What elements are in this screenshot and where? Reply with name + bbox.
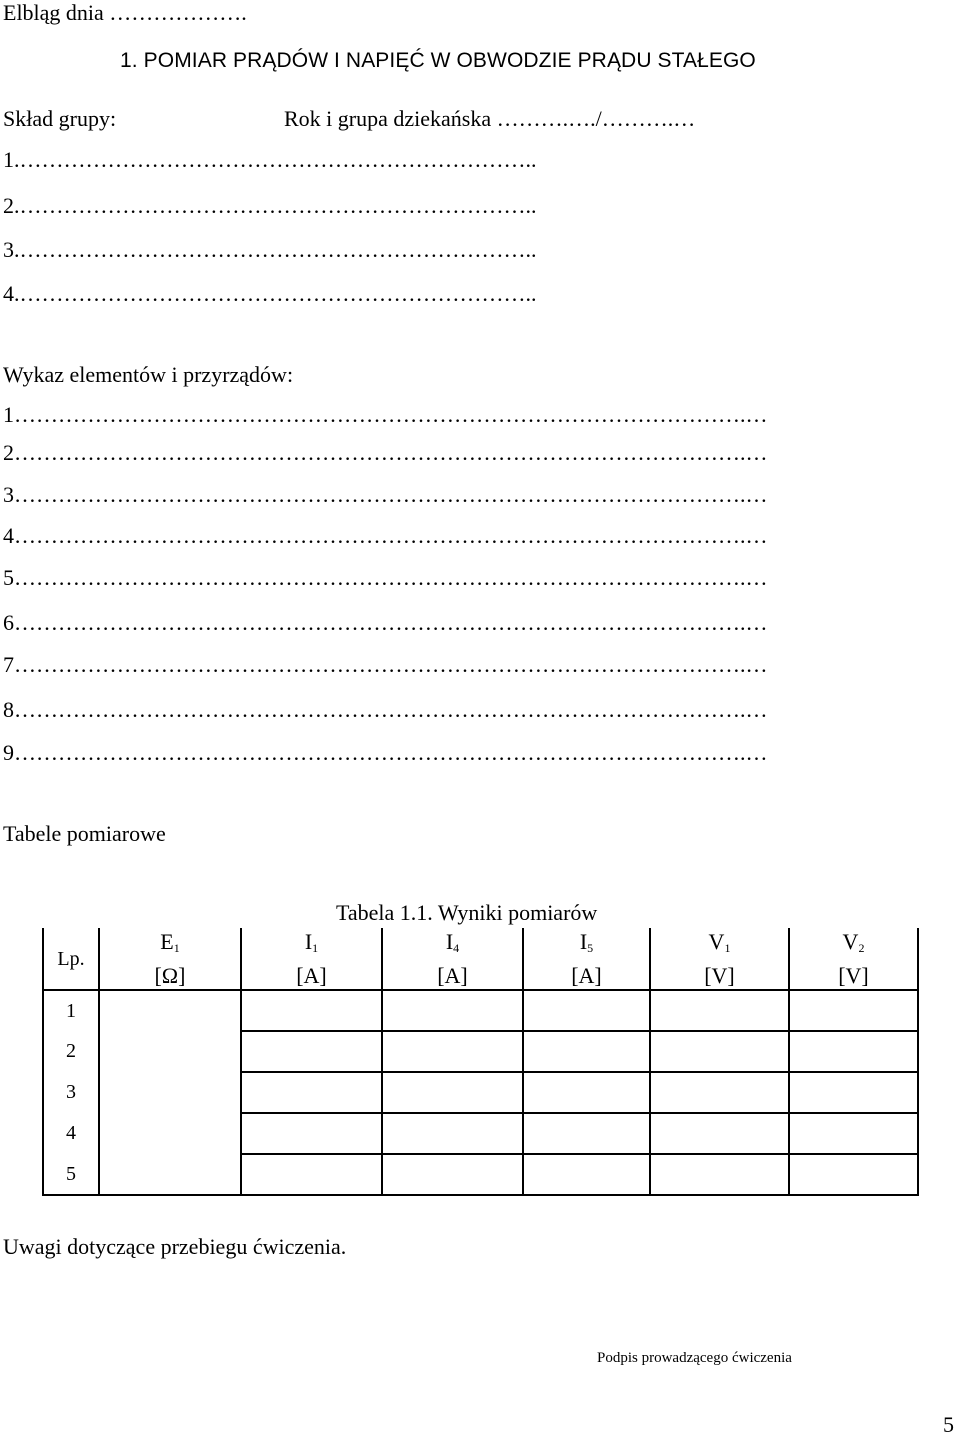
group-member-line: 2.…………………………………………………………….. — [3, 193, 537, 218]
table-cell[interactable] — [382, 1031, 523, 1072]
column-header-i5 — [523, 928, 650, 990]
table-cell[interactable] — [789, 1031, 918, 1072]
table-cell[interactable] — [789, 1113, 918, 1154]
table-caption: Tabela 1.1. Wyniki pomiarów — [336, 900, 598, 925]
table-cell[interactable] — [789, 990, 918, 1031]
column-header-unit: [V] — [704, 963, 735, 988]
table-cell[interactable] — [382, 1072, 523, 1113]
element-line: 7……………………………………………………………………………………….… — [3, 652, 768, 677]
column-header-subscript: 1 — [173, 941, 180, 955]
signature-label: Podpis prowadzącego ćwiczenia — [597, 1350, 792, 1366]
table-cell[interactable] — [241, 1072, 382, 1113]
element-line: 3……………………………………………………………………………………….… — [3, 482, 768, 507]
table-cell[interactable] — [650, 1072, 789, 1113]
column-header-label: I — [304, 929, 313, 954]
column-header-label: Lp. — [57, 948, 85, 970]
group-member-line: 4.…………………………………………………………….. — [3, 281, 537, 306]
table-cell[interactable] — [650, 990, 789, 1031]
column-header-label: V — [842, 929, 859, 954]
tables-heading: Tabele pomiarowe — [3, 821, 166, 846]
column-header-label: I — [445, 929, 454, 954]
table-cell[interactable] — [650, 1031, 789, 1072]
column-header-unit: [A] — [571, 963, 602, 988]
element-line: 2……………………………………………………………………………………….… — [3, 440, 768, 465]
group-member-line: 1.…………………………………………………………….. — [3, 147, 537, 172]
elements-label: Wykaz elementów i przyrządów: — [3, 362, 294, 387]
element-line: 6……………………………………………………………………………………….… — [3, 610, 768, 635]
table-cell[interactable] — [382, 1154, 523, 1195]
notes-label: Uwagi dotyczące przebiegu ćwiczenia. — [3, 1234, 347, 1259]
element-line: 9……………………………………………………………………………………….… — [3, 740, 768, 765]
column-header-label: E — [160, 929, 174, 954]
column-header-lp — [43, 928, 99, 990]
column-header-unit: [Ω] — [154, 963, 186, 988]
table-cell[interactable] — [523, 1072, 650, 1113]
table-cell[interactable] — [99, 990, 241, 1195]
row-number: 1 — [43, 990, 99, 1031]
group-member-line: 3.…………………………………………………………….. — [3, 237, 537, 262]
table-cell[interactable] — [241, 1031, 382, 1072]
column-header-label: V — [708, 929, 725, 954]
measurement-table — [42, 928, 919, 1196]
table-cell[interactable] — [650, 1154, 789, 1195]
column-header-v1 — [650, 928, 789, 990]
table-cell[interactable] — [382, 1113, 523, 1154]
column-header-unit: [A] — [437, 963, 468, 988]
table-cell[interactable] — [241, 1154, 382, 1195]
element-line: 5……………………………………………………………………………………….… — [3, 565, 768, 590]
row-number: 4 — [43, 1113, 99, 1154]
column-header-v2 — [789, 928, 918, 990]
year-group-field: Rok i grupa dziekańska ……….…./……….… — [284, 106, 696, 131]
city-date-line: Elbląg dnia ………………. — [3, 0, 247, 25]
table-cell[interactable] — [650, 1113, 789, 1154]
row-number: 3 — [43, 1072, 99, 1113]
column-header-subscript: 1 — [312, 941, 319, 955]
table-cell[interactable] — [789, 1072, 918, 1113]
table-cell[interactable] — [523, 1113, 650, 1154]
table-cell[interactable] — [382, 990, 523, 1031]
column-header-e1 — [99, 928, 241, 990]
column-header-subscript: 1 — [724, 941, 731, 955]
exercise-title: 1. POMIAR PRĄDÓW I NAPIĘĆ W OBWODZIE PRĄDU STAŁEGO — [120, 49, 756, 72]
table-cell[interactable] — [523, 990, 650, 1031]
table-row — [43, 990, 918, 1031]
element-line: 8……………………………………………………………………………………….… — [3, 697, 768, 722]
table-header-row — [43, 928, 918, 990]
row-number: 5 — [43, 1154, 99, 1195]
column-header-subscript: 5 — [587, 941, 594, 955]
table-cell[interactable] — [241, 1113, 382, 1154]
row-number: 2 — [43, 1031, 99, 1072]
table-cell[interactable] — [241, 990, 382, 1031]
table-cell[interactable] — [789, 1154, 918, 1195]
column-header-i1 — [241, 928, 382, 990]
column-header-unit: [A] — [296, 963, 327, 988]
table-cell[interactable] — [523, 1154, 650, 1195]
column-header-unit: [V] — [838, 963, 869, 988]
table-cell[interactable] — [523, 1031, 650, 1072]
page-number: 5 — [943, 1412, 954, 1437]
group-label: Skład grupy: — [3, 106, 117, 131]
column-header-label: I — [579, 929, 588, 954]
column-header-subscript: 2 — [858, 941, 865, 955]
element-line: 4……………………………………………………………………………………….… — [3, 523, 768, 548]
column-header-subscript: 4 — [453, 941, 460, 955]
element-line: 1……………………………………………………………………………………….… — [3, 402, 768, 427]
column-header-i4 — [382, 928, 523, 990]
